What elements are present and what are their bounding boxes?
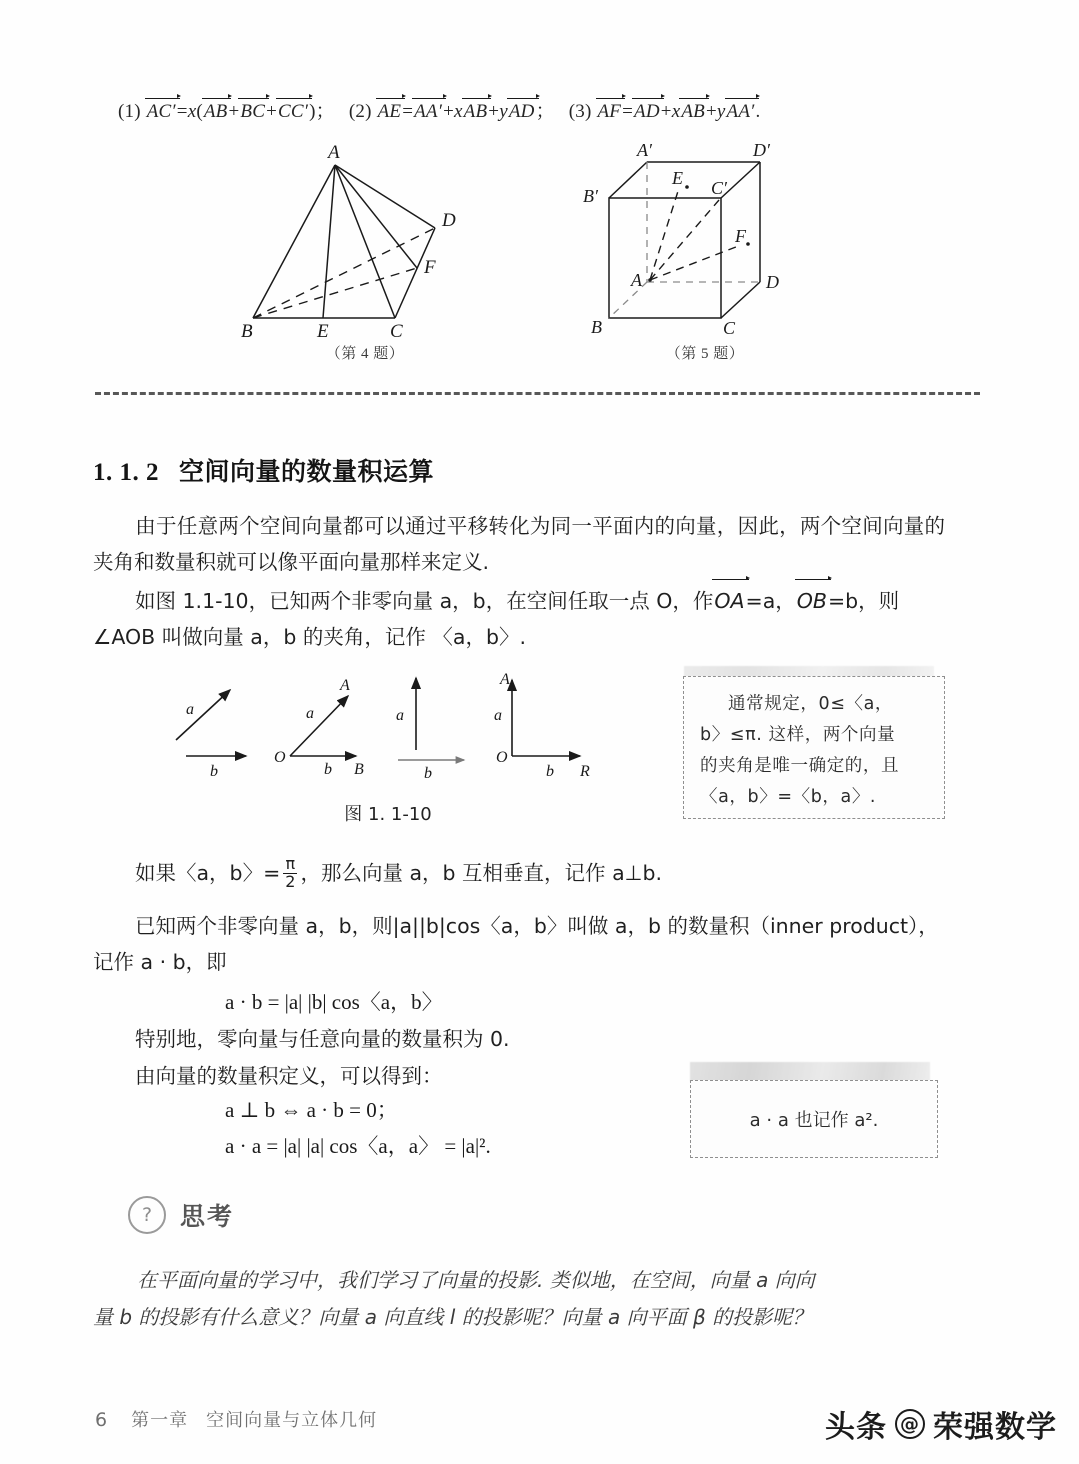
panel2-label-O: O [274,749,286,766]
panel2-label-B: B [354,761,364,778]
formula-perpendicular-equivalence: a ⊥ b ⇔ a · b = 0； [225,1098,398,1122]
panel1-label-a: a [186,701,194,718]
formula-dot-product: a · b = |a| |b| cos〈a，b〉 [225,990,443,1014]
figure-caption-problem-4: （第 4 题） [325,346,405,362]
panel4-label-O: O [496,749,508,766]
page-footer [95,1406,377,1432]
formula-self-dot-product: a · a = |a| |a| cos〈a，a〉 = |a|². [225,1134,491,1158]
at-sign-icon: @ [895,1409,925,1439]
angle-text-part-1b: =a， [745,589,796,613]
vector-OA: OA [713,583,745,619]
vertex-label-E: E [672,168,683,188]
paragraph-intro-text: 由于任意两个空间向量都可以通过平移转化为同一平面内的向量，因此，两个空间向量的夹角和数量积就可以像平面向量那样来定义. [93,514,945,574]
panel2-label-a: a [306,705,314,722]
paragraph-zero-vector [93,1021,945,1057]
vector-OB: OB [796,583,828,619]
note-angle-line-1: 通常规定，0≤〈a， [728,694,894,714]
angle-text-part-1c: =b，则 [827,589,900,613]
watermark-account: 荣强数学 [933,1410,1057,1445]
section-heading [93,452,434,488]
vertex-label-D: D [442,210,456,231]
product-text-line-2: 记作 a · b，即 [93,950,227,974]
section-number: 1. 1. 2 [93,459,159,486]
think-section-header [128,1196,234,1234]
panel3-label-a: a [396,707,404,724]
panel3-label-b: b [424,765,432,782]
panel4-label-b: b [546,763,554,780]
perp-text-post: ，那么向量 a，b 互相垂直，记作 a⊥b. [300,861,663,885]
footer-chapter-title: 空间向量与立体几何 [206,1410,378,1431]
vertex-label-A: A [328,142,340,163]
vertex-label-C-prime: C′ [711,178,727,198]
footer-page-number: 6 [95,1409,108,1431]
derive-text: 由向量的数量积定义，可以得到： [135,1064,443,1088]
figure-1110-caption: 图 1. 1-10 [344,804,432,825]
think-label: 思考 [180,1202,235,1231]
panel4-label-a: a [494,707,502,724]
note-a-squared [690,1080,938,1158]
panel4-label-R: R [580,763,590,780]
vertex-label-F: F [735,226,746,246]
vertex-label-C: C [723,318,736,338]
scan-smudge-note [690,1062,930,1082]
think-text-line-2: 量 b 的投影有什么意义？向量 a 向直线 l 的投影呢？向量 a 向平面 β 的投影呢？ [93,1305,813,1329]
note-angle-line-2: b〉≤π. 这样，两个向量 [700,725,896,745]
watermark-platform: 头条 [825,1410,887,1445]
section-divider [95,392,980,395]
fraction-numerator: π [285,853,296,873]
vertex-label-E: E [317,321,329,340]
vertex-label-B: B [591,317,602,337]
fraction-pi-over-2 [283,853,297,891]
exercise-figures-row [95,140,985,375]
note-angle-line-4: 〈a，b〉=〈b，a〉. [700,787,877,807]
watermark [825,1402,1057,1446]
angle-text-part-1: 如图 1.1-10，已知两个非零向量 a，b，在空间任取一点 O，作 [135,589,714,613]
vertex-label-F: F [424,257,436,278]
vertex-label-A-prime: A′ [637,140,652,160]
footer-chapter-info [131,1406,377,1432]
angle-text-part-2: ∠AOB 叫做向量 a，b 的夹角，记作 〈a，b〉. [93,625,526,649]
cube-svg [575,140,835,340]
paragraph-intro [93,508,945,580]
panel1-label-b: b [210,763,218,780]
exercise-answers-line [118,96,978,123]
vertex-label-D: D [766,272,779,292]
panel2-label-A: A [340,677,350,694]
vertex-label-B: B [241,321,253,340]
note-square-text: a · a 也记作 a². [749,1110,879,1131]
think-text-line-1: 在平面向量的学习中，我们学习了向量的投影. 类似地，在空间，向量 a 向向 [137,1268,815,1292]
note-angle-line-3: 的夹角是唯一确定的，且 [700,756,900,776]
zero-text: 特别地，零向量与任意向量的数量积为 0. [135,1027,510,1051]
figure-1110-svg [168,668,608,798]
note-angle-range [683,676,945,819]
answer-item-2: (2) AE=AA′+xAB+yAD； [348,101,555,122]
vertex-label-D-prime: D′ [753,140,770,160]
footer-chapter-number: 第一章 [131,1410,189,1431]
paragraph-perpendicular [93,855,945,891]
panel4-label-A: A [500,671,510,688]
product-text-line-1: 已知两个非零向量 a，b，则|a||b|cos〈a，b〉叫做 a，b 的数量积（inner product）， [135,914,939,938]
figure-pyramid-problem-4 [235,140,495,370]
question-mark-icon: ? [128,1196,166,1234]
vertex-label-A: A [631,270,642,290]
fraction-denominator: 2 [285,871,296,891]
figure-cube-problem-5 [575,140,835,370]
paragraph-inner-product [93,908,945,980]
panel2-label-b: b [324,761,332,778]
section-title: 空间向量的数量积运算 [179,457,435,486]
pyramid-svg [235,140,495,340]
paragraph-think [93,1262,945,1336]
vertex-label-C: C [390,321,403,340]
perp-text-pre: 如果〈a，b〉= [135,861,281,885]
answer-item-3: (3) AF=AD+xAB+yAA′. [568,101,761,122]
vertex-label-B-prime: B′ [583,186,598,206]
figure-caption-problem-5: （第 5 题） [665,346,745,362]
answer-item-1: (1) AC′=x(AB+BC+CC′)； [118,101,335,122]
paragraph-angle-definition [93,583,945,655]
